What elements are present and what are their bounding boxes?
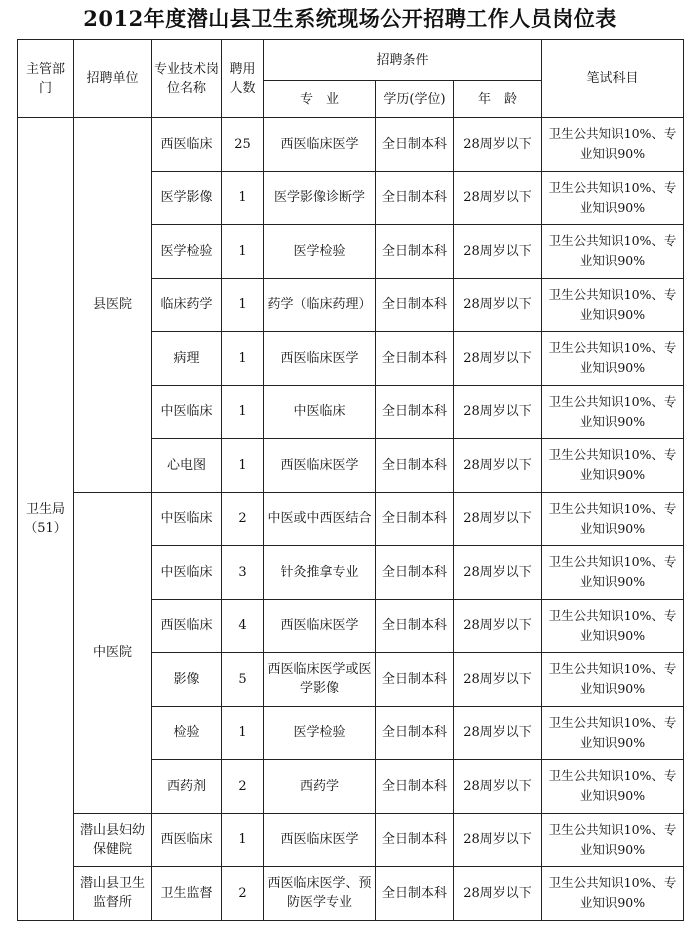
education-cell: 全日制本科 <box>376 867 454 921</box>
header-dept: 主管部门 <box>18 40 74 118</box>
count-cell: 1 <box>222 171 264 225</box>
exam-cell: 卫生公共知识10%、专业知识90% <box>542 706 684 760</box>
age-cell: 28周岁以下 <box>454 332 542 386</box>
count-cell: 1 <box>222 225 264 279</box>
header-row-1 <box>18 40 684 81</box>
education-cell: 全日制本科 <box>376 225 454 279</box>
major-cell: 医学检验 <box>264 706 376 760</box>
count-cell: 1 <box>222 706 264 760</box>
education-cell: 全日制本科 <box>376 760 454 814</box>
exam-cell: 卫生公共知识10%、专业知识90% <box>542 118 684 172</box>
count-cell: 5 <box>222 653 264 707</box>
major-cell: 西医临床医学 <box>264 118 376 172</box>
major-cell: 西医临床医学 <box>264 599 376 653</box>
education-cell: 全日制本科 <box>376 546 454 600</box>
post-cell: 卫生监督 <box>152 867 222 921</box>
age-cell: 28周岁以下 <box>454 599 542 653</box>
exam-cell: 卫生公共知识10%、专业知识90% <box>542 492 684 546</box>
education-cell: 全日制本科 <box>376 706 454 760</box>
major-cell: 西医临床医学或医学影像 <box>264 653 376 707</box>
post-cell: 心电图 <box>152 439 222 493</box>
major-cell: 西医临床医学 <box>264 439 376 493</box>
unit-cell-county-hospital: 县医院 <box>74 118 152 493</box>
header-count: 聘用人数 <box>222 40 264 118</box>
table-row <box>18 813 684 867</box>
age-cell: 28周岁以下 <box>454 492 542 546</box>
education-cell: 全日制本科 <box>376 385 454 439</box>
header-post: 专业技术岗位名称 <box>152 40 222 118</box>
major-cell: 西医临床医学 <box>264 813 376 867</box>
age-cell: 28周岁以下 <box>454 225 542 279</box>
age-cell: 28周岁以下 <box>454 118 542 172</box>
education-cell: 全日制本科 <box>376 813 454 867</box>
page-title: 2012年度潜山县卫生系统现场公开招聘工作人员岗位表 <box>83 6 617 31</box>
age-cell: 28周岁以下 <box>454 813 542 867</box>
exam-cell: 卫生公共知识10%、专业知识90% <box>542 171 684 225</box>
age-cell: 28周岁以下 <box>454 278 542 332</box>
education-cell: 全日制本科 <box>376 599 454 653</box>
major-cell: 针灸推拿专业 <box>264 546 376 600</box>
exam-cell: 卫生公共知识10%、专业知识90% <box>542 332 684 386</box>
exam-cell: 卫生公共知识10%、专业知识90% <box>542 760 684 814</box>
table-row <box>18 867 684 921</box>
count-cell: 1 <box>222 278 264 332</box>
exam-cell: 卫生公共知识10%、专业知识90% <box>542 439 684 493</box>
post-cell: 西医临床 <box>152 599 222 653</box>
major-cell: 西药学 <box>264 760 376 814</box>
major-cell: 医学检验 <box>264 225 376 279</box>
major-cell: 西医临床医学、预防医学专业 <box>264 867 376 921</box>
major-cell: 中医临床 <box>264 385 376 439</box>
post-cell: 医学影像 <box>152 171 222 225</box>
major-cell: 药学（临床药理） <box>264 278 376 332</box>
age-cell: 28周岁以下 <box>454 546 542 600</box>
count-cell: 2 <box>222 492 264 546</box>
exam-cell: 卫生公共知识10%、专业知识90% <box>542 225 684 279</box>
post-cell: 西医临床 <box>152 118 222 172</box>
age-cell: 28周岁以下 <box>454 760 542 814</box>
count-cell: 1 <box>222 385 264 439</box>
post-cell: 影像 <box>152 653 222 707</box>
post-cell: 检验 <box>152 706 222 760</box>
post-cell: 中医临床 <box>152 546 222 600</box>
unit-cell-tcm-hospital: 中医院 <box>74 492 152 813</box>
education-cell: 全日制本科 <box>376 118 454 172</box>
education-cell: 全日制本科 <box>376 171 454 225</box>
education-cell: 全日制本科 <box>376 332 454 386</box>
header-major: 专 业 <box>264 81 376 118</box>
count-cell: 3 <box>222 546 264 600</box>
header-unit: 招聘单位 <box>74 40 152 118</box>
age-cell: 28周岁以下 <box>454 171 542 225</box>
unit-cell-supervision: 潜山县卫生监督所 <box>74 867 152 921</box>
post-cell: 医学检验 <box>152 225 222 279</box>
table-row <box>18 492 684 546</box>
age-cell: 28周岁以下 <box>454 385 542 439</box>
major-cell: 西医临床医学 <box>264 332 376 386</box>
education-cell: 全日制本科 <box>376 439 454 493</box>
exam-cell: 卫生公共知识10%、专业知识90% <box>542 278 684 332</box>
count-cell: 25 <box>222 118 264 172</box>
count-cell: 2 <box>222 760 264 814</box>
age-cell: 28周岁以下 <box>454 706 542 760</box>
post-cell: 临床药学 <box>152 278 222 332</box>
exam-cell: 卫生公共知识10%、专业知识90% <box>542 813 684 867</box>
post-cell: 中医临床 <box>152 385 222 439</box>
header-conditions: 招聘条件 <box>264 40 542 81</box>
dept-cell: 卫生局（51） <box>18 118 74 921</box>
table-row <box>18 118 684 172</box>
count-cell: 4 <box>222 599 264 653</box>
exam-cell: 卫生公共知识10%、专业知识90% <box>542 867 684 921</box>
recruitment-table <box>17 39 684 921</box>
education-cell: 全日制本科 <box>376 492 454 546</box>
post-cell: 病理 <box>152 332 222 386</box>
header-education: 学历(学位) <box>376 81 454 118</box>
exam-cell: 卫生公共知识10%、专业知识90% <box>542 653 684 707</box>
age-cell: 28周岁以下 <box>454 653 542 707</box>
age-cell: 28周岁以下 <box>454 867 542 921</box>
count-cell: 2 <box>222 867 264 921</box>
major-cell: 中医或中西医结合 <box>264 492 376 546</box>
post-cell: 中医临床 <box>152 492 222 546</box>
education-cell: 全日制本科 <box>376 653 454 707</box>
post-cell: 西医临床 <box>152 813 222 867</box>
unit-cell-maternal: 潜山县妇幼保健院 <box>74 813 152 867</box>
header-age: 年 龄 <box>454 81 542 118</box>
post-cell: 西药剂 <box>152 760 222 814</box>
exam-cell: 卫生公共知识10%、专业知识90% <box>542 599 684 653</box>
count-cell: 1 <box>222 439 264 493</box>
header-exam: 笔试科目 <box>542 40 684 118</box>
count-cell: 1 <box>222 813 264 867</box>
count-cell: 1 <box>222 332 264 386</box>
exam-cell: 卫生公共知识10%、专业知识90% <box>542 385 684 439</box>
age-cell: 28周岁以下 <box>454 439 542 493</box>
education-cell: 全日制本科 <box>376 278 454 332</box>
exam-cell: 卫生公共知识10%、专业知识90% <box>542 546 684 600</box>
major-cell: 医学影像诊断学 <box>264 171 376 225</box>
